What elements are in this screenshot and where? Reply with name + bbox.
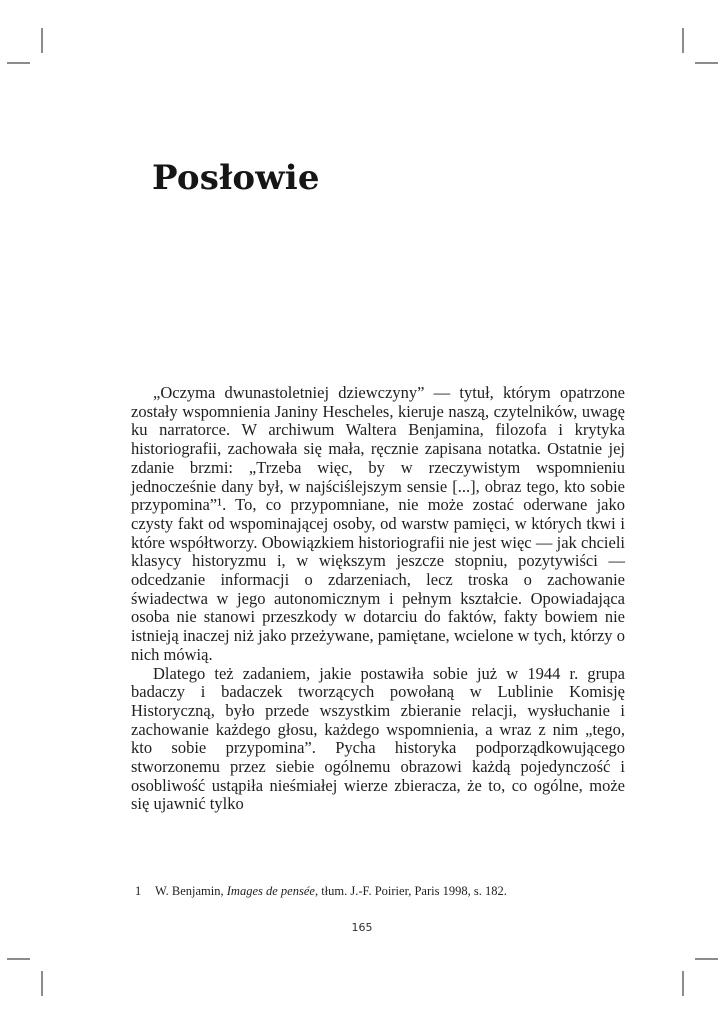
crop-mark-bottom-left-horizontal [7,958,30,960]
paragraph: Dlatego też zadaniem, jakie postawiła sobie już w 1944 r. grupa badaczy i badaczek tworzących powołaną w Lublinie Komisję Historyczną, było przede wszystkim zbieranie relacji, wysłuchanie i zachowanie każdego głosu, każdego wspomnienia, a wraz z nim „tego, kto sobie przypomina”. Pycha historyka podporządkowującego stworzonemu przez siebie ogólnemu obrazowi każdą pojedynczość i osobliwość ustąpiła nieśmiałej wierze zbieracza, że to, co ogólne, może się ujawnić tylko [131,663,625,814]
footnote-text-italic-title: Images de pensée [226,884,315,898]
footnote-number: 1 [135,884,142,898]
footnote-text-suffix: , tłum. J.-F. Poirier, Paris 1998, s. 182. [314,884,507,898]
crop-mark-top-left-vertical [41,28,43,53]
footnote [131,884,625,899]
crop-mark-bottom-right-horizontal [695,958,718,960]
paragraph: „Oczyma dwunastoletniej dziewczyny” — tytuł, którym opatrzone zostały wspomnienia Janiny Hescheles, kieruje naszą, czytelników, uwagę ku narratorce. W archiwum Waltera Benjamina, filozofa i krytyka historiografii, zachowała się mała, ręcznie zapisana notatka. Ostatnie jej zdanie brzmi: „Trzeba więc, by w rzeczywistym wspomnieniu jednocześnie dany był, w najściślejszym sensie [...], obraz tego, kto sobie przypomina”¹. To, co przypomniane, nie może zostać oderwane jako czysty fakt od wspominającej osoby, od warstw pamięci, w których tkwi i które współtworzy. Obowiązkiem historiografii nie jest więc — jak chcieli klasycy historyzmu i, w większym jeszcze stopniu, pozytywiści — odcedzanie informacji o zdarzeniach, lecz troska o zachowanie świadectwa w jego autonomicznym i pełnym kształcie. Opowiadająca osoba nie stanowi przeszkody w dotarciu do faktów, fakty bowiem nie istnieją inaczej niż jako przeżywane, pamiętane, wcielone w tych, którzy o nich mówią. [131,383,625,664]
crop-mark-bottom-left-vertical [41,971,43,996]
crop-mark-top-right-vertical [682,28,684,53]
body-text [131,384,625,814]
footnote-text-prefix: W. Benjamin, [155,884,227,898]
page-number: 165 [351,921,373,934]
crop-mark-top-right-horizontal [695,62,718,64]
crop-mark-bottom-right-vertical [682,971,684,996]
crop-mark-top-left-horizontal [7,62,30,64]
footnote-text [155,884,625,899]
chapter-title: Posłowie [152,158,320,198]
